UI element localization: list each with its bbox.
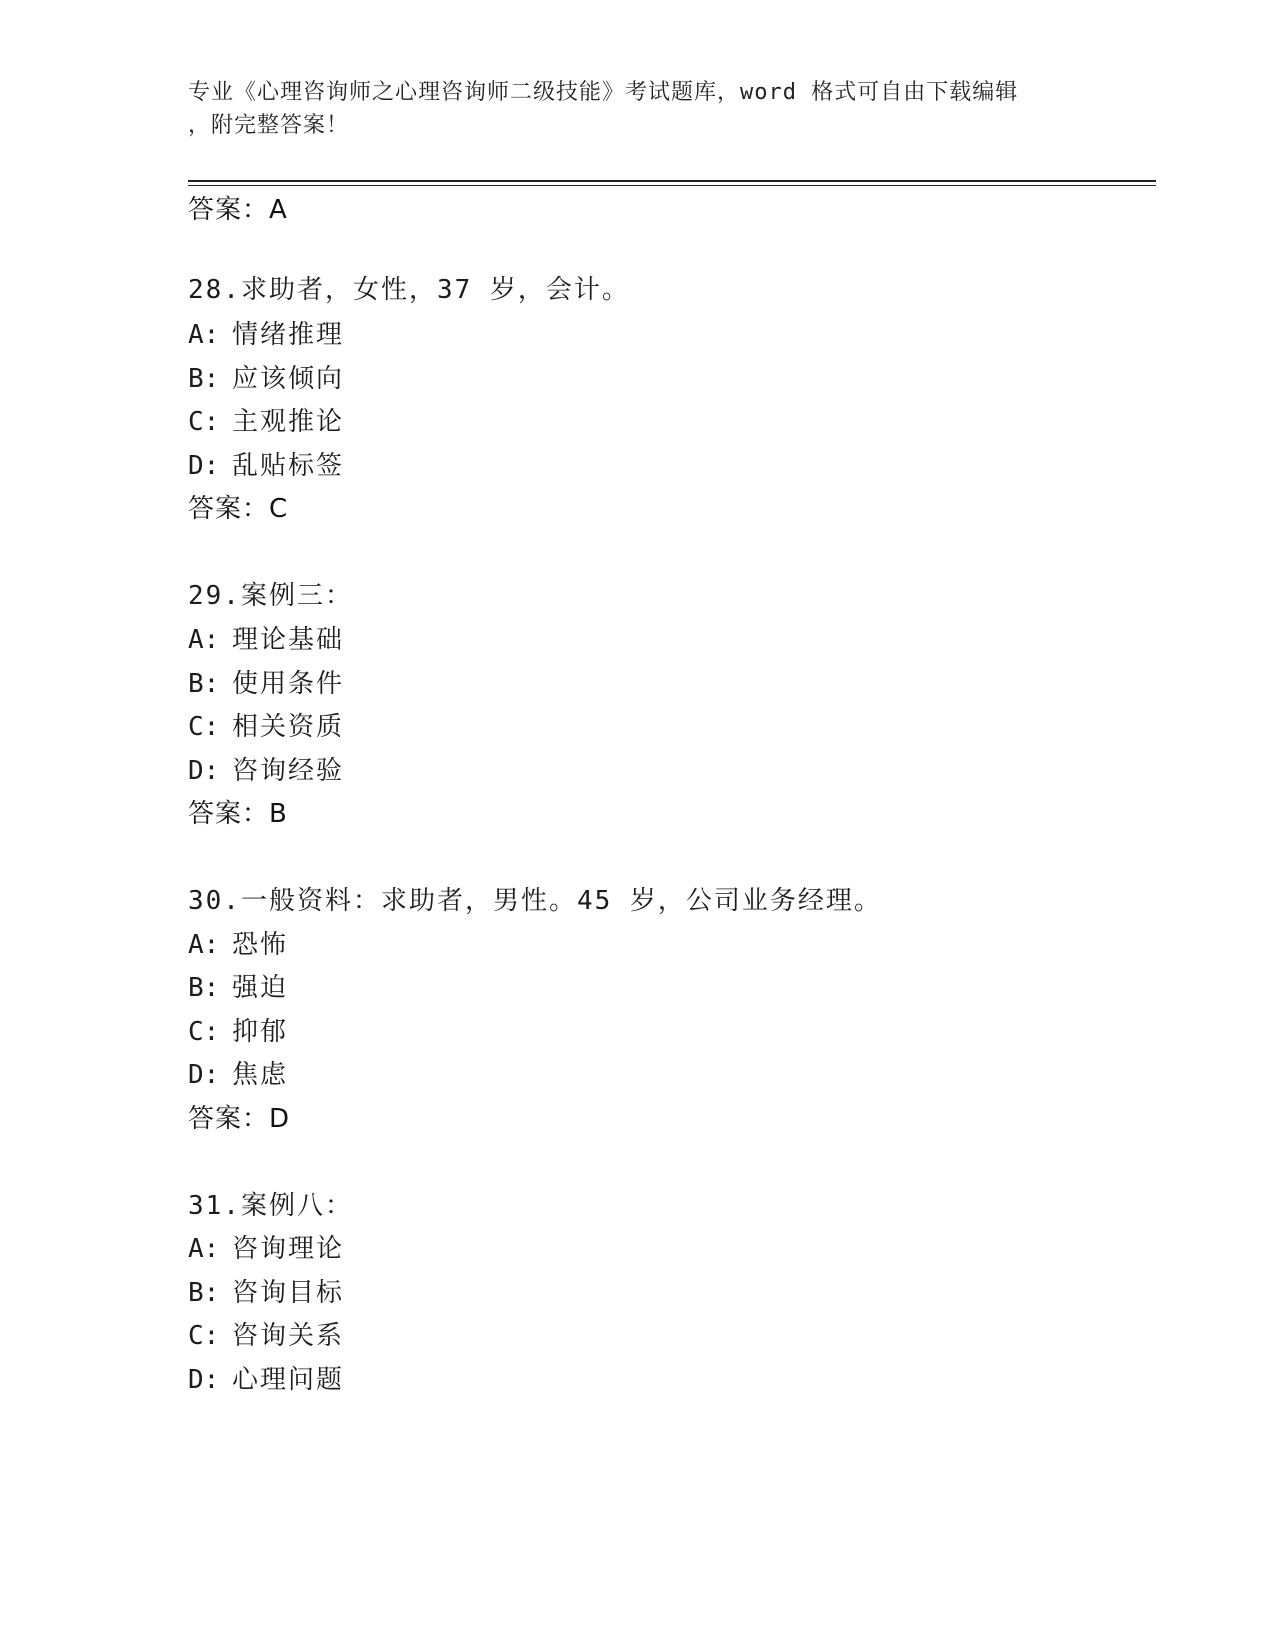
- option-label: D:: [188, 1060, 220, 1090]
- option-label: B:: [188, 973, 220, 1003]
- option-label: C:: [188, 1017, 220, 1047]
- answer-line: 答案：C: [188, 494, 289, 524]
- option-text: 强迫: [232, 973, 289, 1003]
- option-row: [188, 971, 288, 1005]
- option-row: [188, 1363, 344, 1397]
- option-label: A:: [188, 1234, 220, 1264]
- option-label: B:: [188, 364, 220, 394]
- option-row: [188, 405, 344, 439]
- question-stem: 28.求助者，女性，37 岁，会计。: [188, 275, 630, 305]
- option-row: [188, 1276, 344, 1310]
- header-line-2: ，附完整答案！: [188, 113, 350, 138]
- option-text: 抑郁: [232, 1017, 289, 1047]
- option-text: 应该倾向: [232, 364, 345, 394]
- option-label: C:: [188, 407, 220, 437]
- option-label: C:: [188, 1321, 220, 1351]
- option-text: 使用条件: [232, 669, 345, 699]
- option-row: [188, 1058, 288, 1092]
- option-row: [188, 449, 344, 483]
- option-label: A:: [188, 320, 220, 350]
- option-label: D:: [188, 756, 220, 786]
- answer-line: 答案：A: [188, 195, 288, 225]
- option-label: A:: [188, 930, 220, 960]
- header-divider-thin: [188, 185, 1156, 186]
- option-text: 咨询目标: [232, 1278, 345, 1308]
- answer-line: 答案：B: [188, 799, 288, 829]
- question-stem: 29.案例三：: [188, 581, 353, 611]
- option-label: A:: [188, 625, 220, 655]
- option-row: [188, 667, 344, 701]
- option-row: [188, 1319, 344, 1353]
- option-text: 乱贴标签: [232, 451, 345, 481]
- question-stem: 30.一般资料：求助者，男性。45 岁，公司业务经理。: [188, 886, 882, 916]
- option-text: 咨询经验: [232, 756, 345, 786]
- option-text: 主观推论: [232, 407, 345, 437]
- option-row: [188, 362, 344, 396]
- option-row: [188, 1232, 344, 1266]
- option-text: 焦虑: [232, 1060, 289, 1090]
- option-row: [188, 623, 344, 657]
- option-row: [188, 710, 344, 744]
- option-label: D:: [188, 1365, 220, 1395]
- answer-line: 答案：D: [188, 1104, 291, 1134]
- option-row: [188, 1015, 288, 1049]
- option-text: 咨询关系: [232, 1321, 345, 1351]
- option-label: D:: [188, 451, 220, 481]
- option-row: [188, 754, 344, 788]
- option-text: 恐怖: [232, 930, 289, 960]
- option-text: 情绪推理: [232, 320, 345, 350]
- option-row: [188, 318, 344, 352]
- header-line-1: 专业《心理咨询师之心理咨询师二级技能》考试题库，word 格式可自由下载编辑: [188, 80, 1019, 105]
- option-text: 心理问题: [232, 1365, 345, 1395]
- option-text: 咨询理论: [232, 1234, 345, 1264]
- option-label: C:: [188, 712, 220, 742]
- header-divider-thick: [188, 180, 1156, 182]
- option-label: B:: [188, 1278, 220, 1308]
- option-text: 理论基础: [232, 625, 345, 655]
- option-row: [188, 928, 288, 962]
- option-label: B:: [188, 669, 220, 699]
- document-header: [188, 76, 1068, 142]
- option-text: 相关资质: [232, 712, 345, 742]
- question-stem: 31.案例八：: [188, 1191, 353, 1221]
